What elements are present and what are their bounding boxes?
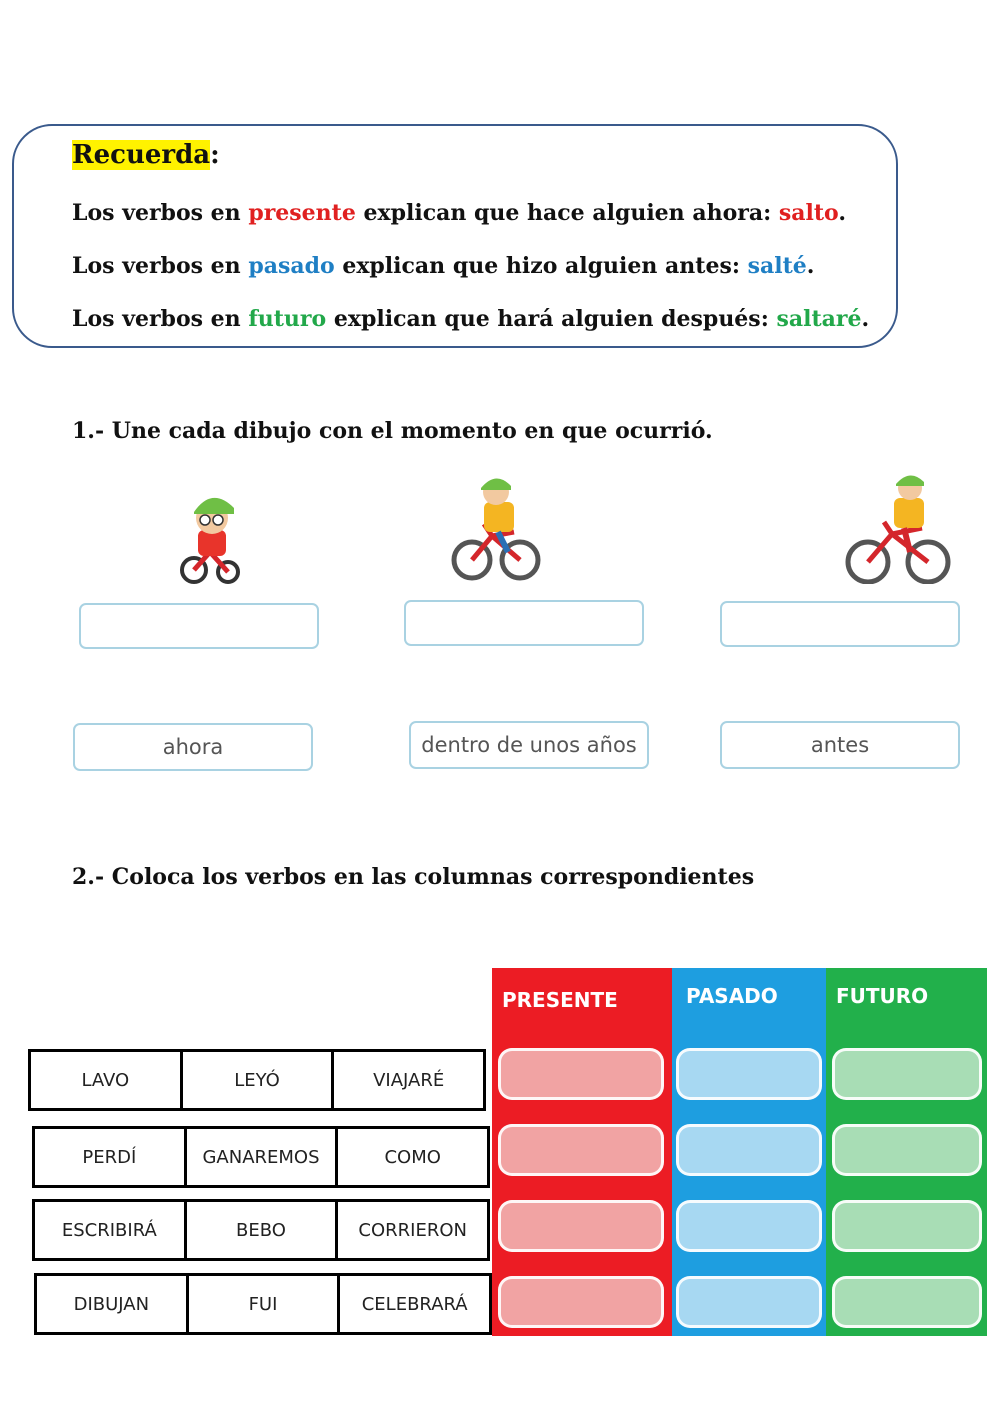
drop-slot-pasado-1[interactable] — [676, 1048, 822, 1100]
rule-futuro: Los verbos en futuro explican que hará alguien después: saltaré. — [72, 306, 870, 332]
option-dentro-de-unos-anos[interactable]: dentro de unos años — [409, 721, 649, 769]
drop-slot-presente-1[interactable] — [498, 1048, 664, 1100]
column-pasado — [672, 968, 826, 1336]
drop-slot-pasado-2[interactable] — [676, 1124, 822, 1176]
cyclist-adult-image[interactable] — [844, 472, 952, 584]
verb-card[interactable]: PERDÍ — [35, 1129, 187, 1185]
cyclist-teen-image[interactable] — [448, 474, 548, 582]
verb-row-1 — [28, 1049, 486, 1111]
verb-card[interactable]: DIBUJAN — [37, 1276, 189, 1332]
verb-card[interactable]: BEBO — [187, 1202, 339, 1258]
rule-pasado: Los verbos en pasado explican que hizo alguien antes: salté. — [72, 253, 815, 279]
verb-card[interactable]: CORRIERON — [358, 1219, 467, 1241]
answer-box-2[interactable] — [404, 600, 644, 646]
drop-slot-pasado-4[interactable] — [676, 1276, 822, 1328]
column-title-presente: PRESENTE — [502, 988, 618, 1012]
cyclist-child-image[interactable] — [172, 486, 252, 588]
verb-card[interactable]: CELEBRARÁ — [361, 1293, 468, 1315]
drop-slot-pasado-3[interactable] — [676, 1200, 822, 1252]
option-antes[interactable]: antes — [720, 721, 960, 769]
verb-row-4 — [34, 1273, 492, 1335]
answer-box-3[interactable] — [720, 601, 960, 647]
drop-slot-futuro-1[interactable] — [832, 1048, 982, 1100]
rule-presente: Los verbos en presente explican que hace alguien ahora: salto. — [72, 200, 847, 226]
verb-card[interactable]: GANAREMOS — [187, 1129, 339, 1185]
verb-card[interactable]: ESCRIBIRÁ — [35, 1202, 187, 1258]
verb-card[interactable]: LEYÓ — [183, 1052, 335, 1108]
column-title-futuro: FUTURO — [836, 984, 929, 1008]
drop-slot-presente-2[interactable] — [498, 1124, 664, 1176]
verb-row-2 — [32, 1126, 490, 1188]
drop-slot-futuro-3[interactable] — [832, 1200, 982, 1252]
verb-card[interactable]: VIAJARÉ — [373, 1069, 445, 1091]
column-title-pasado: PASADO — [686, 984, 778, 1008]
answer-box-1[interactable] — [79, 603, 319, 649]
column-presente — [492, 968, 672, 1336]
column-futuro — [826, 968, 987, 1336]
verb-row-3 — [32, 1199, 490, 1261]
drop-slot-presente-3[interactable] — [498, 1200, 664, 1252]
verb-card[interactable]: LAVO — [31, 1052, 183, 1108]
exercise2-heading: 2.- Coloca los verbos en las columnas correspondientes — [72, 864, 755, 890]
recuerda-title: Recuerda: — [72, 140, 220, 170]
exercise1-heading: 1.- Une cada dibujo con el momento en que ocurrió. — [72, 418, 713, 444]
verb-card[interactable]: COMO — [384, 1146, 441, 1168]
option-ahora[interactable]: ahora — [73, 723, 313, 771]
drop-slot-presente-4[interactable] — [498, 1276, 664, 1328]
drop-slot-futuro-4[interactable] — [832, 1276, 982, 1328]
drop-slot-futuro-2[interactable] — [832, 1124, 982, 1176]
verb-card[interactable]: FUI — [189, 1276, 341, 1332]
